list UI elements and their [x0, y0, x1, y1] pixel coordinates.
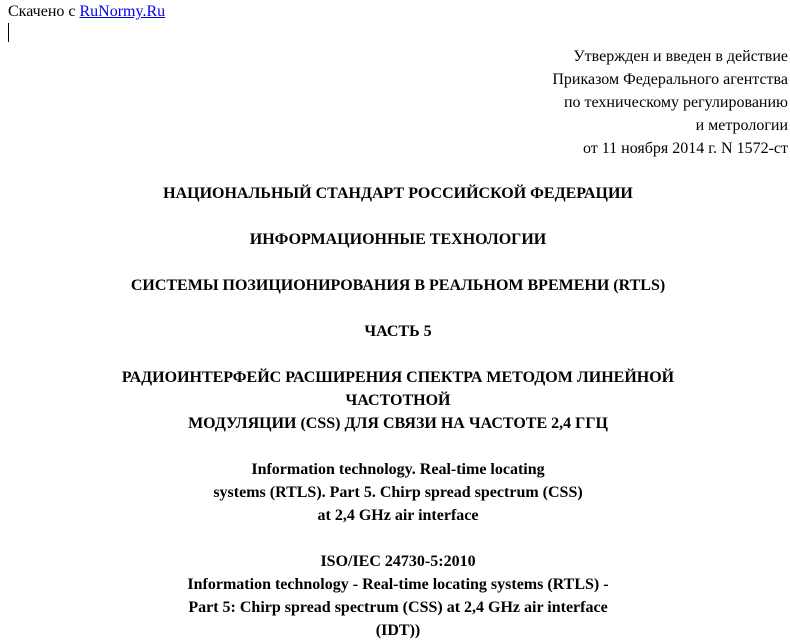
approval-line: Приказом Федерального агентства: [552, 71, 788, 88]
approval-line: от 11 ноября 2014 г. N 1572-ст: [582, 140, 788, 157]
iso-line: (IDT)): [375, 622, 421, 639]
subtitle-line: РАДИОИНТЕРФЕЙС РАСШИРЕНИЯ СПЕКТРА МЕТОДОМ ЛИНЕЙНОЙ: [121, 369, 675, 386]
title-group-heading: ИНФОРМАЦИОННЫЕ ТЕХНОЛОГИИ: [249, 231, 547, 248]
downloaded-from-notice: [8, 2, 165, 21]
downloaded-prefix: Скачено с: [8, 3, 76, 20]
english-title-line: at 2,4 GHz air interface: [317, 507, 479, 524]
iso-line: Information technology - Real-time locating systems (RTLS) -: [187, 576, 609, 593]
subtitle-line: ЧАСТОТНОЙ: [345, 392, 451, 409]
subtitle-block: [0, 366, 790, 435]
english-title-block: [0, 458, 790, 527]
part-heading: ЧАСТЬ 5: [364, 323, 432, 340]
iso-line: Part 5: Chirp spread spectrum (CSS) at 2,4 GHz air interface: [188, 599, 608, 616]
english-title-line: Information technology. Real-time locating: [251, 461, 545, 478]
standard-type-heading: НАЦИОНАЛЬНЫЙ СТАНДАРТ РОССИЙСКОЙ ФЕДЕРАЦИИ: [163, 185, 633, 202]
subtitle-line: МОДУЛЯЦИИ (CSS) ДЛЯ СВЯЗИ НА ЧАСТОТЕ 2,4 ГГЦ: [188, 415, 608, 432]
english-title-line: systems (RTLS). Part 5. Chirp spread spectrum (CSS): [213, 484, 583, 501]
approval-block: [428, 45, 788, 160]
iso-line: ISO/IEC 24730-5:2010: [320, 553, 476, 570]
text-cursor: [8, 23, 9, 42]
iso-reference-block: [0, 550, 790, 642]
runormy-link[interactable]: RuNormy.Ru: [79, 3, 166, 20]
approval-line: по техническому регулированию: [563, 94, 788, 111]
approval-line: Утвержден и введен в действие: [573, 48, 788, 65]
approval-line: и метрологии: [695, 117, 788, 134]
title-main-heading: СИСТЕМЫ ПОЗИЦИОНИРОВАНИЯ В РЕАЛЬНОМ ВРЕМЕНИ (RTLS): [130, 277, 666, 294]
